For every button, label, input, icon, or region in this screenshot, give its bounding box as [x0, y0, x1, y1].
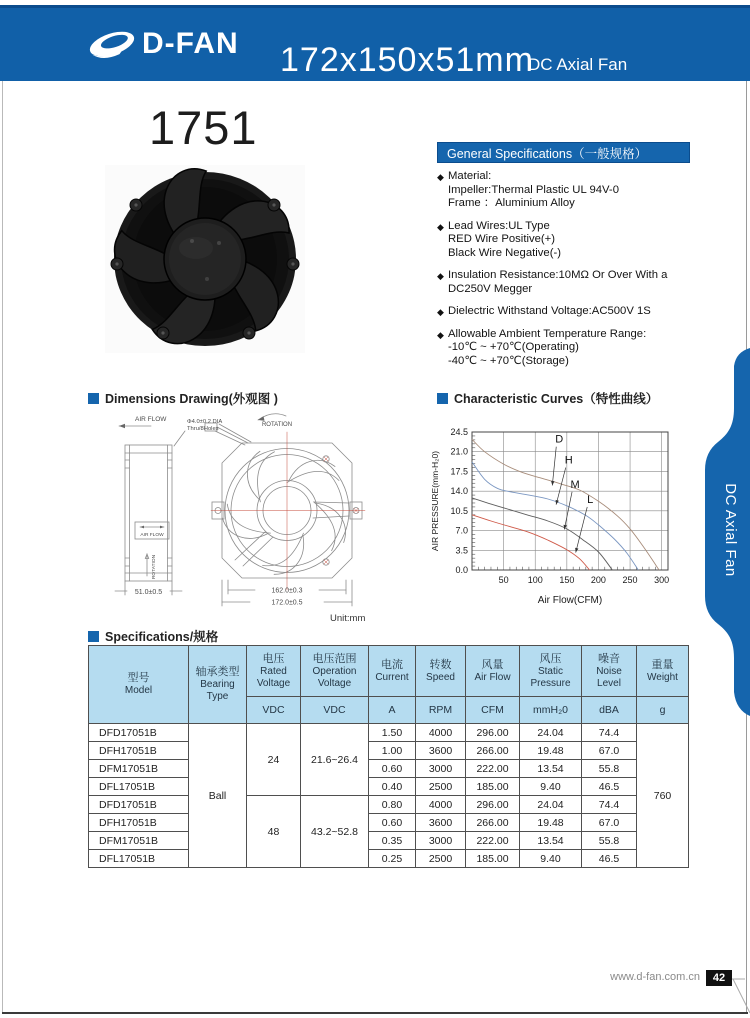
general-specs-list	[437, 170, 712, 377]
col-header-bearing: 轴承类型 Bearing Type	[189, 646, 247, 724]
x-tick-label: 250	[622, 575, 638, 585]
cell-speed: 4000	[416, 796, 466, 814]
col-unit: mmH₂0	[520, 697, 582, 724]
characteristic-curves-chart	[426, 424, 684, 610]
cell-static-pressure: 13.54	[520, 832, 582, 850]
cell-current: 0.80	[369, 796, 416, 814]
col-unit: CFM	[466, 697, 520, 724]
cell-current: 0.40	[369, 778, 416, 796]
y-tick-label: 0.0	[455, 565, 468, 575]
annotation-leader	[552, 447, 556, 486]
spec-list-item	[437, 328, 712, 369]
side-tab-label: DC Axial Fan	[722, 483, 739, 577]
blue-square-bullet-icon	[437, 393, 448, 404]
depth-dimension: 51.0±0.5	[134, 589, 163, 596]
cell-current: 0.25	[369, 850, 416, 868]
airflow-label: AIR FLOW	[135, 416, 167, 423]
footer-website: www.d-fan.com.cn	[610, 971, 700, 983]
dimensions-section-title	[88, 389, 278, 407]
y-tick-label: 3.5	[455, 545, 468, 556]
curve-label-H: H	[564, 454, 573, 467]
cell-noise-level: 67.0	[582, 742, 637, 760]
cell-operation-voltage: 43.2~52.8	[301, 796, 369, 868]
curve-L	[472, 515, 590, 570]
cell-operation-voltage: 21.6~26.4	[301, 724, 369, 796]
page-border-left	[2, 78, 3, 1014]
general-specs-title-bar	[437, 142, 690, 163]
col-unit: RPM	[416, 697, 466, 724]
cell-rated-voltage: 48	[247, 796, 301, 868]
col-header-model: 型号 Model	[89, 646, 189, 724]
col-unit: A	[369, 697, 416, 724]
x-tick-label: 300	[654, 575, 670, 585]
model-number: 1751	[149, 101, 258, 154]
y-tick-label: 7.0	[455, 525, 468, 536]
cell-speed: 3000	[416, 760, 466, 778]
col-header: 电流 Current	[369, 646, 416, 697]
cell-static-pressure: 13.54	[520, 760, 582, 778]
fan-product-photo	[103, 163, 307, 355]
outer-dimension: 172.0±0.5	[271, 599, 303, 607]
cell-model: DFL17051B	[89, 850, 189, 868]
y-tick-label: 10.5	[450, 505, 468, 516]
product-size-title: 172x150x51mm	[280, 41, 534, 79]
product-subtitle: DC Axial Fan	[528, 55, 628, 74]
cell-model: DFD17051B	[89, 724, 189, 742]
spec-list-item	[437, 220, 712, 261]
hole-dia-label-2: Thru/8Holes	[187, 426, 219, 432]
cell-current: 1.00	[369, 742, 416, 760]
curves-section-label: Characteristic Curves（特性曲线）	[454, 392, 659, 406]
curve-H	[472, 462, 638, 570]
col-unit: g	[637, 697, 689, 724]
cell-weight: 760	[637, 724, 689, 868]
cell-model: DFH17051B	[89, 742, 189, 760]
cell-model: DFD17051B	[89, 796, 189, 814]
diamond-bullet-icon: ◆	[437, 307, 444, 317]
cell-static-pressure: 24.04	[520, 796, 582, 814]
rotation-side-label: ROTATION	[152, 554, 157, 580]
table-row	[89, 814, 689, 832]
y-tick-label: 24.5	[450, 427, 468, 437]
cell-static-pressure: 19.48	[520, 814, 582, 832]
annotation-arrowhead	[551, 481, 554, 486]
cell-model: DFM17051B	[89, 760, 189, 778]
spec-item-text: Lead Wires:UL Type RED Wire Positive(+) Black Wire Negative(-)	[448, 219, 561, 259]
blue-square-bullet-icon	[88, 631, 99, 642]
x-axis-title: Air Flow(CFM)	[537, 595, 603, 606]
hole-dia-label-1: Φ4.0±0.2 DIA	[187, 419, 223, 425]
y-tick-label: 14.0	[450, 486, 468, 497]
table-row	[89, 832, 689, 850]
cell-noise-level: 55.8	[582, 832, 637, 850]
curve-label-L: L	[587, 493, 594, 506]
x-tick-label: 50	[498, 575, 509, 585]
cell-bearing-type: Ball	[189, 724, 247, 868]
cell-noise-level: 74.4	[582, 724, 637, 742]
cell-noise-level: 55.8	[582, 760, 637, 778]
col-header: 风压 Static Pressure	[520, 646, 582, 697]
spec-list-item	[437, 170, 712, 211]
table-row	[89, 760, 689, 778]
inner-dimension: 162.0±0.3	[271, 587, 303, 595]
cell-static-pressure: 19.48	[520, 742, 582, 760]
rotation-front-label: ROTATION	[261, 422, 293, 428]
spec-item-text: Insulation Resistance:10MΩ Or Over With a DC250V Megger	[448, 269, 668, 295]
cell-speed: 2500	[416, 778, 466, 796]
header-bar	[0, 5, 750, 81]
cell-air-flow: 296.00	[466, 796, 520, 814]
unit-label: Unit:mm	[330, 613, 366, 624]
diamond-bullet-icon: ◆	[437, 221, 444, 232]
y-tick-label: 17.5	[450, 466, 468, 477]
curve-label-D: D	[555, 433, 564, 446]
dimensions-drawing	[95, 408, 435, 626]
cell-air-flow: 266.00	[466, 814, 520, 832]
curves-section-title	[437, 389, 658, 407]
brand-name: D-FAN	[142, 27, 239, 60]
col-unit: VDC	[247, 697, 301, 724]
cell-noise-level: 46.5	[582, 850, 637, 868]
annotation-leader	[576, 507, 588, 553]
spec-list-item	[437, 305, 712, 319]
table-row	[89, 742, 689, 760]
cell-air-flow: 185.00	[466, 778, 520, 796]
brand-logo	[86, 22, 246, 66]
blue-square-bullet-icon	[88, 393, 99, 404]
cell-air-flow: 222.00	[466, 832, 520, 850]
swoosh-logo-icon	[86, 26, 138, 62]
cell-air-flow: 266.00	[466, 742, 520, 760]
annotation-leader	[556, 468, 566, 505]
diamond-bullet-icon: ◆	[437, 271, 444, 281]
page-border-bottom	[2, 1012, 748, 1014]
cell-static-pressure: 24.04	[520, 724, 582, 742]
cell-model: DFH17051B	[89, 814, 189, 832]
col-header: 噪音 Noise Level	[582, 646, 637, 697]
cell-model: DFM17051B	[89, 832, 189, 850]
table-section-label: Specifications/规格	[105, 630, 219, 644]
cell-speed: 3600	[416, 814, 466, 832]
cell-noise-level: 67.0	[582, 814, 637, 832]
diamond-bullet-icon: ◆	[437, 172, 444, 182]
y-axis-title: AIR PRESSURE(mm-H₂0)	[430, 450, 440, 552]
x-tick-label: 150	[559, 575, 575, 585]
general-specs-title: General Specifications（一般规格）	[447, 146, 648, 161]
cell-air-flow: 222.00	[466, 760, 520, 778]
cell-speed: 4000	[416, 724, 466, 742]
col-header: 重量 Weight	[637, 646, 689, 697]
table-row	[89, 796, 689, 814]
x-tick-label: 200	[590, 575, 606, 585]
table-row	[89, 778, 689, 796]
cell-speed: 2500	[416, 850, 466, 868]
x-tick-label: 100	[527, 575, 543, 585]
col-header: 电压 Rated Voltage	[247, 646, 301, 697]
footer-corner-line	[700, 960, 750, 1016]
dimensions-section-label: Dimensions Drawing(外观图 )	[105, 392, 278, 406]
spec-item-text: Dielectric Withstand Voltage:AC500V 1S	[448, 305, 651, 317]
page-number-badge: 42	[706, 970, 732, 986]
curve-M	[472, 498, 612, 570]
cell-current: 0.60	[369, 760, 416, 778]
cell-model: DFL17051B	[89, 778, 189, 796]
col-unit: dBA	[582, 697, 637, 724]
col-header: 风量 Air Flow	[466, 646, 520, 697]
col-header: 转数 Speed	[416, 646, 466, 697]
cell-current: 1.50	[369, 724, 416, 742]
spec-item-text: Material: Impeller:Thermal Plastic UL 94V-0 Frame ：Aluminium Alloy	[448, 170, 619, 209]
col-header: 电压范围 Operation Voltage	[301, 646, 369, 697]
cell-air-flow: 296.00	[466, 724, 520, 742]
cell-static-pressure: 9.40	[520, 778, 582, 796]
cell-current: 0.35	[369, 832, 416, 850]
cell-rated-voltage: 24	[247, 724, 301, 796]
curve-label-M: M	[570, 478, 580, 491]
spec-list-item	[437, 269, 712, 296]
cell-air-flow: 185.00	[466, 850, 520, 868]
airflow-box-label: AIR FLOW	[140, 533, 164, 538]
cell-speed: 3000	[416, 832, 466, 850]
side-tab	[702, 348, 750, 716]
col-unit: VDC	[301, 697, 369, 724]
table-row	[89, 724, 689, 742]
cell-noise-level: 46.5	[582, 778, 637, 796]
spec-table	[88, 645, 689, 868]
cell-current: 0.60	[369, 814, 416, 832]
header-row-names	[89, 646, 689, 697]
diamond-bullet-icon: ◆	[437, 329, 444, 340]
cell-noise-level: 74.4	[582, 796, 637, 814]
cell-static-pressure: 9.40	[520, 850, 582, 868]
table-section-title	[88, 627, 218, 645]
cell-speed: 3600	[416, 742, 466, 760]
spec-item-text: Allowable Ambient Temperature Range: -10℃ ~ +70℃(Operating) -40℃ ~ +70℃(Storage)	[448, 327, 647, 367]
y-tick-label: 21.0	[450, 446, 468, 457]
table-row	[89, 850, 689, 868]
